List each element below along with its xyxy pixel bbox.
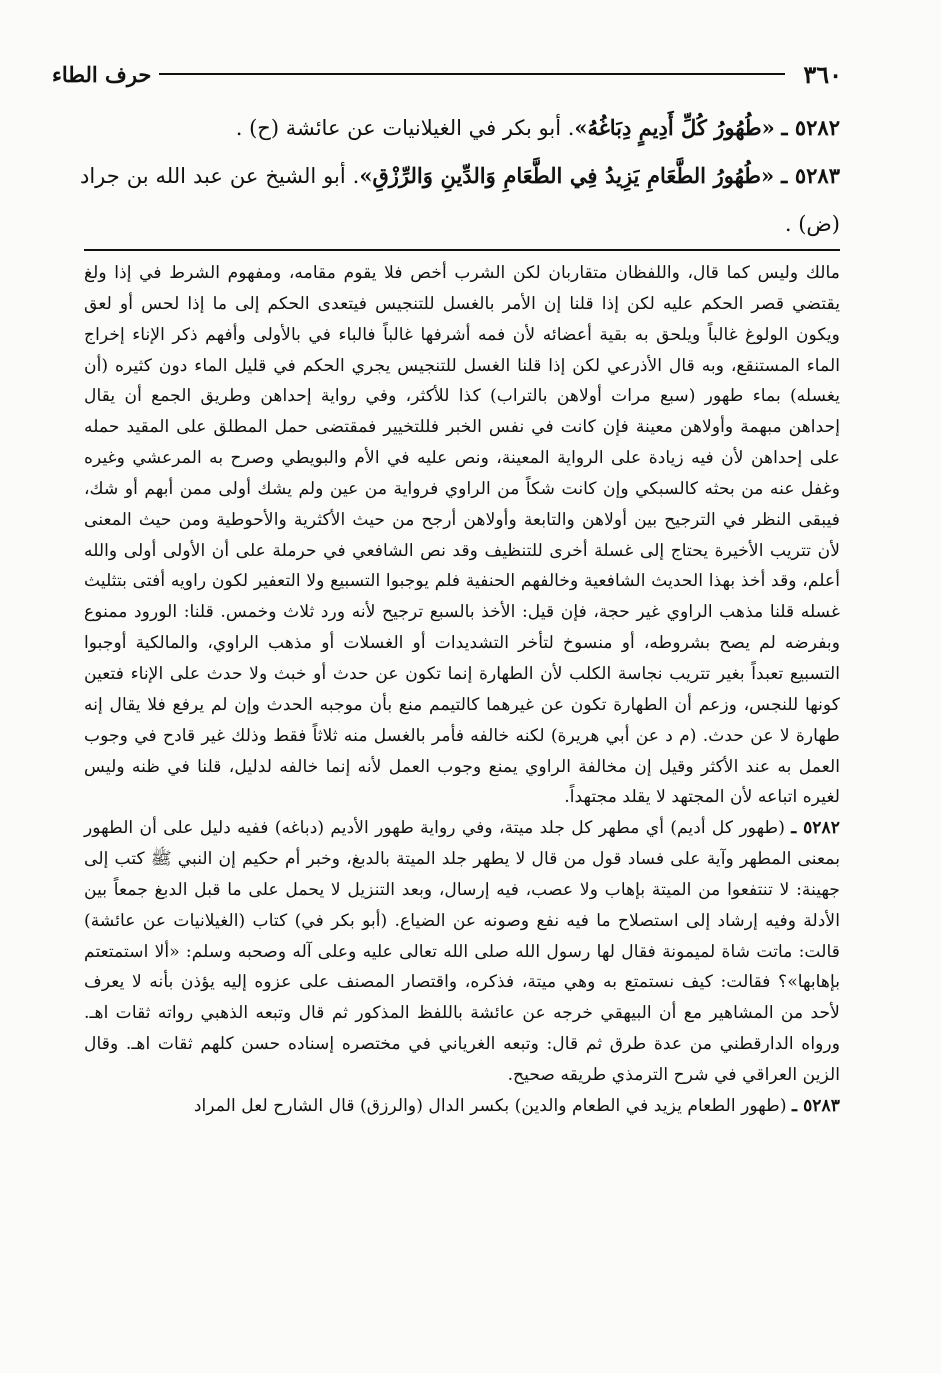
page-number: ٣٦٠ — [803, 59, 842, 89]
entry-text: (طهور الطعام يزيد في الطعام والدين) بكسر الدال (والرزق) قال الشارح لعل المراد — [193, 1095, 787, 1116]
section-divider — [84, 249, 840, 251]
entry-number: ٥٢٨٣ ـ — [792, 1095, 840, 1116]
hadith-texts — [80, 104, 840, 248]
hadith-source: . أبو بكر في الغيلانيات عن عائشة (ح) . — [235, 116, 575, 140]
commentary — [84, 258, 840, 1122]
hadith-matn: «طُهُورُ كُلِّ أَدِيمٍ دِبَاغُهُ» — [574, 115, 775, 140]
hadith-source: . أبو الشيخ عن عبد الله بن جراد (ض) . — [80, 164, 840, 236]
commentary-continuation: مالك وليس كما قال، واللفظان متقاربان لكن الشرب أخص فلا يقوم مقامه، ومفهوم الشرط في إذا ولغ يقتضي قصر الحكم عليه لكن إذا قلنا إن الأمر بالغسل للتنجيس فيتعدى الحكم إلى ما إذا لحس أو لعق ويكون الولوغ غالباً ويلحق به بقية أعضائه لأن فمه أشرفها غالباً فالباء في بالأولى وأفهم ذكر الإناء إخراج الماء المستنقع، وبه قال الأذرعي لكن إذا قلنا الغسل للتنجيس يجري الحكم في قليل الماء دون كثيره (أن يغسله) بماء طهور (سبع مرات أولاهن بالتراب) كذا للأكثر، وفي رواية إحداهن وطريق الجمع أن يقال إحداهن مبهمة وأولاهن معينة فإن كانت في نفس الخبر فللتخيير فمقتضى حمل المطلق على المقيد حمله على إحداهن لأن فيه زيادة على الرواية المعينة، ونص عليه في الأم والبويطي وصرح به المرعشي وغيره وغفل عنه من بحثه كالسبكي وإن كانت شكاً من الراوي فرواية من عين ولم يشك أولى ممن أبهم أو شك، فيبقى النظر في الترجيح بين أولاهن والتابعة وأولاهن أرجح من حيث الأكثرية والأحوطية ومن حيث المعنى لأن تتريب الأخيرة يحتاج إلى غسلة أخرى للتنظيف وقد نص الشافعي في حرملة على أن الأولى أولى والله أعلم، وقد أخذ بهذا الحديث الشافعية وخالفهم الحنفية فلم يوجبوا التسبيع ولا التعفير لكون راويه أفتى بتثليث غسله قلنا مذهب الراوي غير حجة، فإن قيل: الأخذ بالسبع ترجيح لأنه ورد ثلاث وخمس. قلنا: الورود ممنوع وبفرضه لم يصح بشروطه، أو منسوخ لتأخر التشديدات أو الغسلات أو مذهب الراوي، والمالكية أوجبوا التسبيع تعبداً بغير تتريب نجاسة الكلب لأن الطهارة إنما تكون عن حدث أو خبث ولا حدث على الإناء فتعين كونها للنجس، وزعم أن الطهارة تكون عن غيرهما كالتيمم منع بأن موجبه الحدث وإن لم يرفع فلا يقال إنه طهارة لا عن حدث. (م د عن أبي هريرة) لكنه خالفه فأمر بالغسل منه ثلاثاً فقط وذلك غير قادح في وجوب العمل به عند الأكثر وقيل إن مخالفة الراوي يمنع وجوب العمل لأنه إنما خالفه لدليل، قلنا في ظنه وليس لغيره اتباعه لأن المجتهد لا يقلد مجتهداً. — [84, 263, 840, 808]
page-header — [52, 56, 842, 92]
entry-text: (طهور كل أديم) أي مطهر كل جلد ميتة، وفي رواية طهور الأديم (دباغه) ففيه دليل على أن الطهور بمعنى المطهر وآية على فساد قول من قال لا يطهر جلد الميتة بالدبغ، وخبر أم حكيم إن النبي ﷺ كتب إلى جهينة: لا تنتفعوا من الميتة بإهاب ولا عصب، فيه إرسال، وبعد التنزيل لا يحمل على ما قبل الدبغ جمعاً بين الأدلة وفيه إرشاد إلى استصلاح ما فيه نفع وصونه عن الضياع. (أبو بكر في) كتاب (الغيلانيات عن عائشة) قالت: ماتت شاة لميمونة فقال لها رسول الله صلى الله تعالى عليه وعلى آله وصحبه وسلم: «ألا استمتعتم بإهابها»؟ فقالت: كيف نستمتع به وهي ميتة، فذكره، واقتصار المصنف على عزوه إليه يؤذن بأنه لا يعرف لأحد من المشاهير مع أن البيهقي خرجه عن عائشة باللفظ المذكور ثم قال وتبعه الذهبي رواته ثقات اهـ. ورواه الدارقطني من عدة طرق ثم قال: وتبعه الغرياني في مختصره إسناده حسن كلهم ثقات اهـ. وقال الزين العراقي في شرح الترمذي طريقه صحيح. — [84, 818, 840, 1085]
hadith-matn: «طُهُورُ الطَّعَامِ يَزِيدُ فِي الطَّعَامِ وَالدِّينِ وَالرِّزْقِ» — [359, 163, 775, 188]
hadith-number: ٥٢٨٣ ـ — [781, 163, 840, 188]
header-rule — [159, 73, 785, 75]
commentary-entry-5282 — [84, 813, 840, 1091]
hadith-number: ٥٢٨٢ ـ — [781, 115, 840, 140]
hadith-5282 — [80, 104, 840, 152]
hadith-5283 — [80, 152, 840, 248]
commentary-entry-5283 — [84, 1091, 840, 1122]
entry-number: ٥٢٨٢ ـ — [791, 818, 840, 839]
running-title: حرف الطاء — [52, 61, 152, 87]
